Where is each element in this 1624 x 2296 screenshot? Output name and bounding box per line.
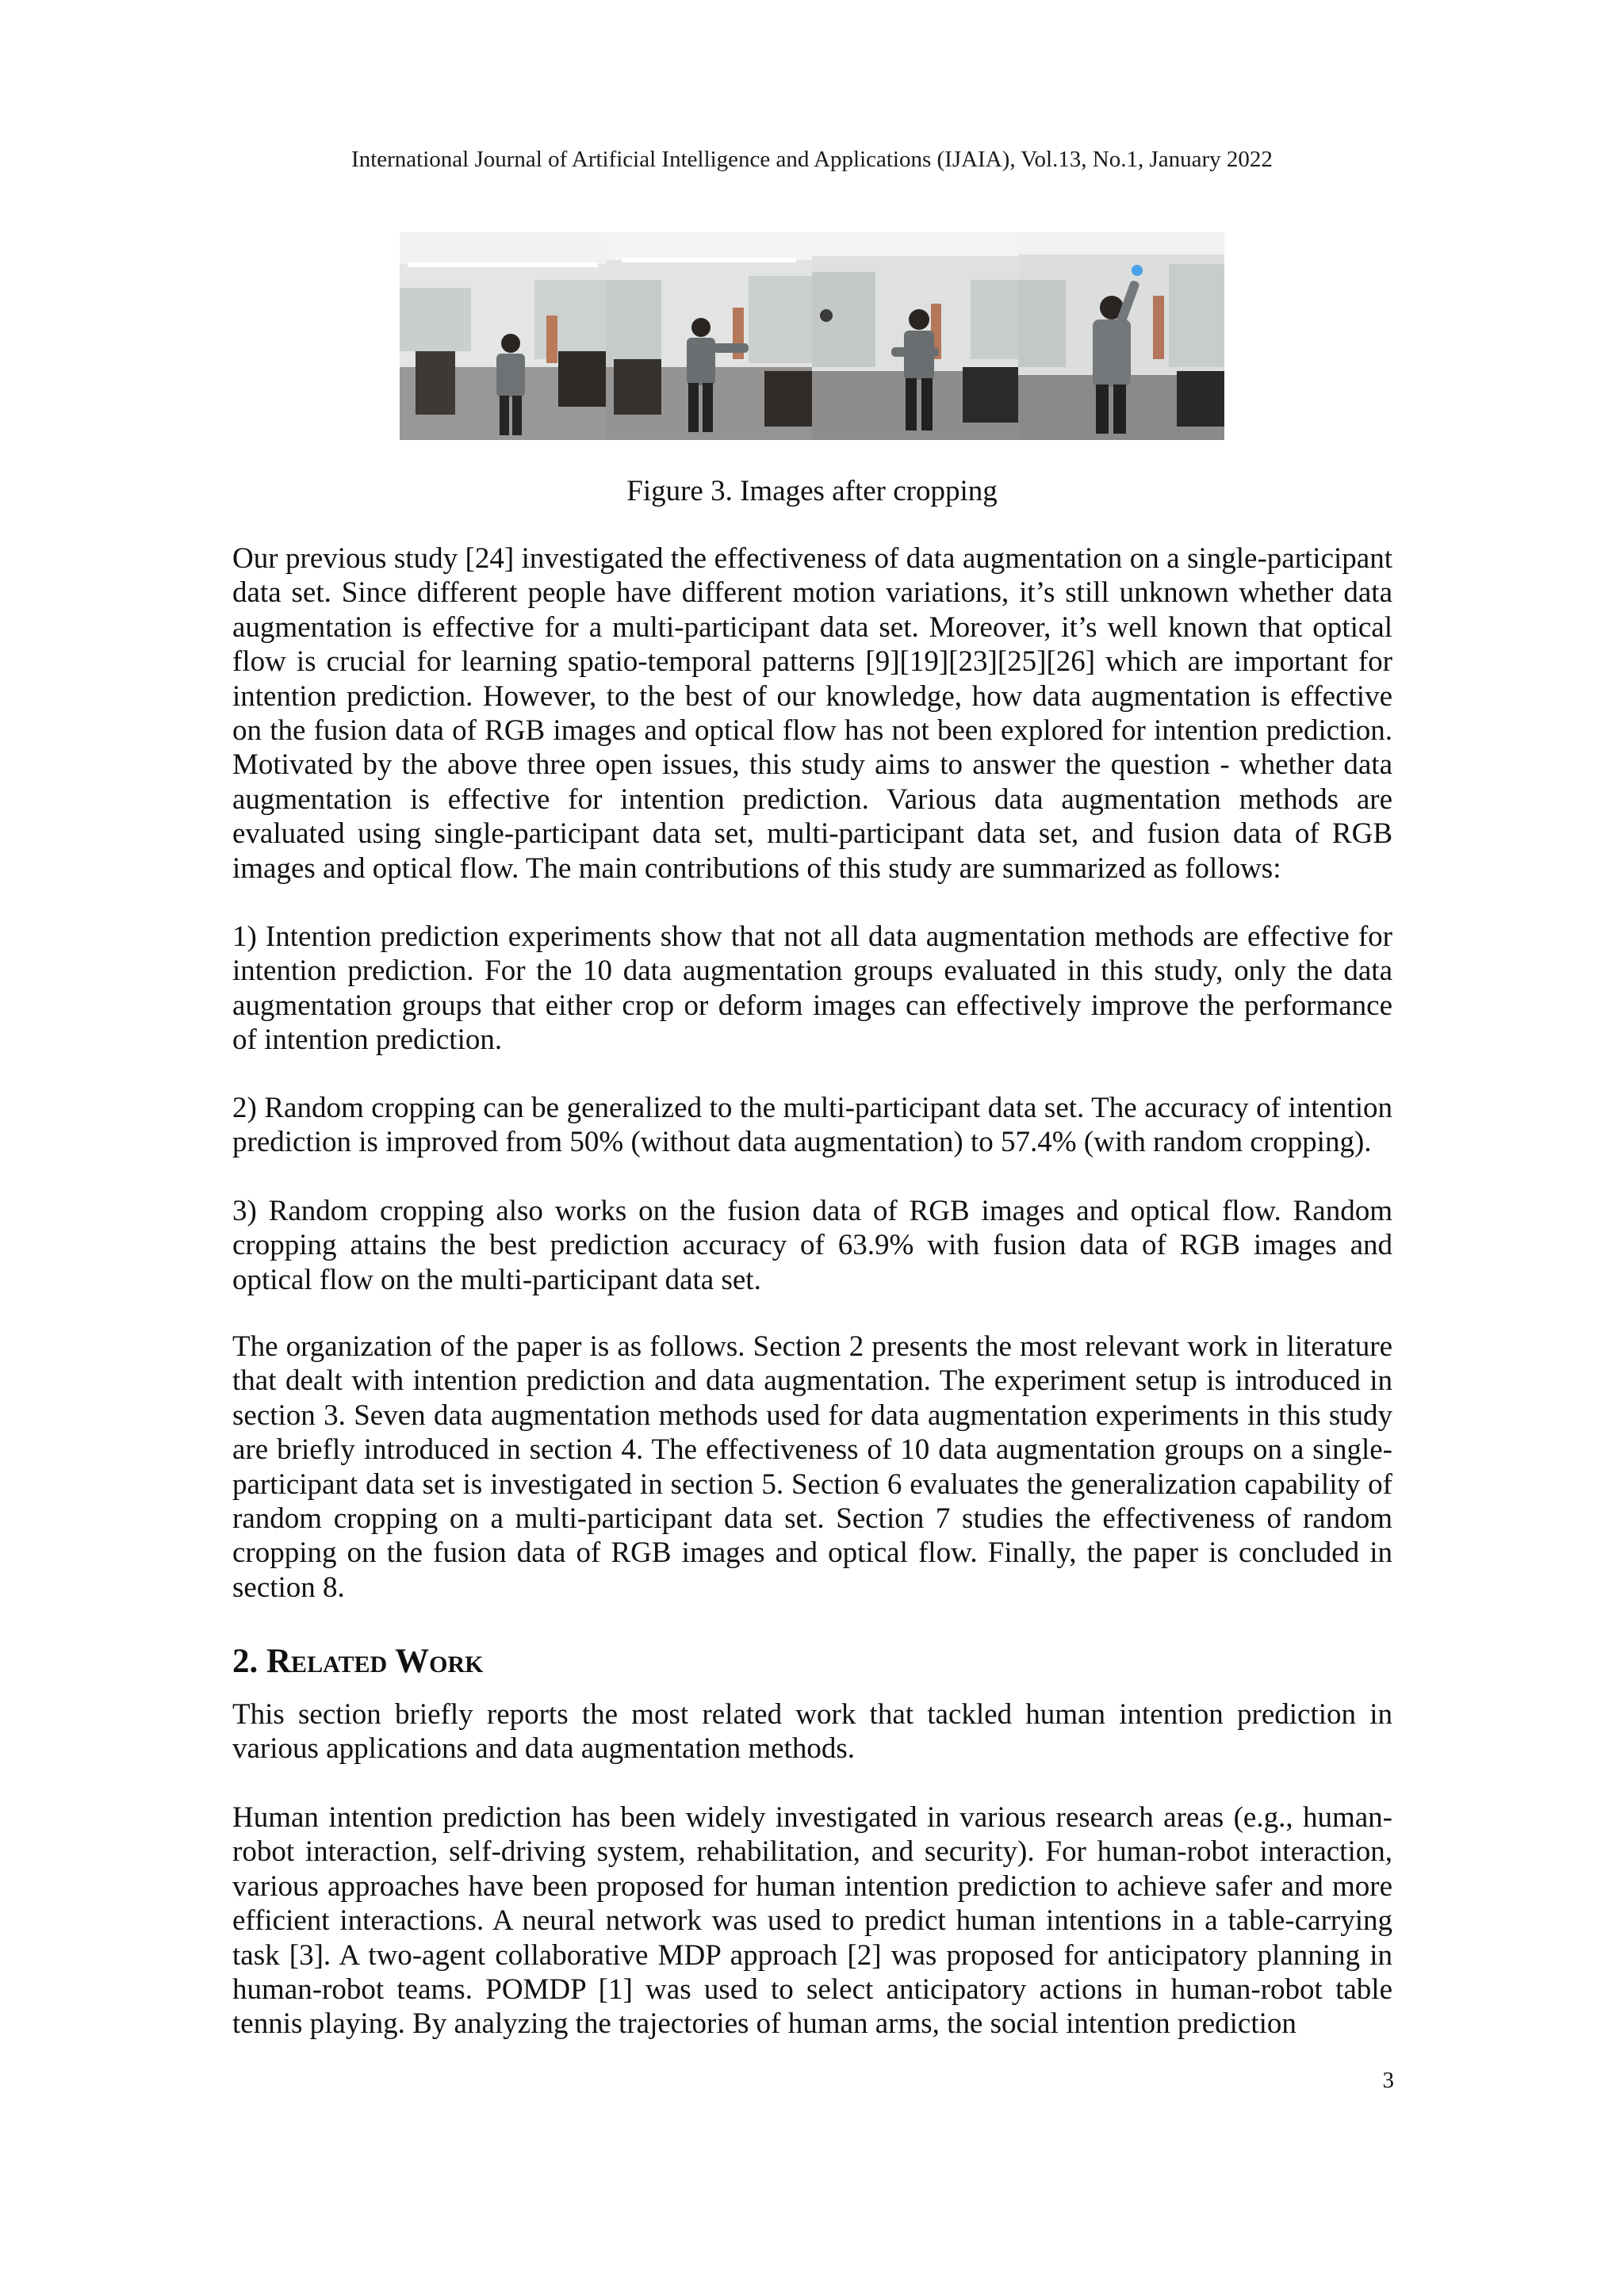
section-number: 2. <box>232 1643 259 1680</box>
organization-paragraph: The organization of the paper is as follows. Section 2 presents the most relevant work in literature that dealt with intention prediction and data augmentation. The experiment setup is introduced in section 3. Seven data augmentation methods used for data augmentation experiments in this study are briefly introduced in section 4. The effectiveness of 10 data augmentation groups on a single-participant data set is investigated in section 5. Section 6 evaluates the generalization capability of random cropping on a multi-participant data set. Section 7 studies the effectiveness of random cropping on the fusion data of RGB images and optical flow. Finally, the paper is concluded in section 8. <box>232 1330 1392 1604</box>
person-throwing-image <box>1018 232 1224 440</box>
related-work-intro: This section briefly reports the most related work that tackled human intention prediction in various applications and data augmentation methods. <box>232 1698 1392 1766</box>
section-heading <box>232 1641 484 1682</box>
person-arm-crossed-image <box>812 232 1018 440</box>
section-title: Related Work <box>266 1643 484 1680</box>
figure-frame-2 <box>606 232 812 440</box>
figure-frame-3 <box>812 232 1018 440</box>
figure-frame-1 <box>400 232 606 440</box>
figure-frame-4 <box>1018 232 1224 440</box>
page-number: 3 <box>1382 2068 1394 2093</box>
body-paragraph-1: Our previous study [24] investigated the effectiveness of data augmentation on a single-participant data set. Since different people have different motion variations, it’s still unknown whether data augmentation is effective for a multi-participant data set. Moreover, it’s well known that optical flow is crucial for learning spatio-temporal patterns [9][19][23][25][26] which are important for intention prediction. However, to the best of our knowledge, how data augmentation is effective on the fusion data of RGB images and optical flow has not been explored for intention prediction. Motivated by the above three open issues, this study aims to answer the question - whether data augmentation is effective for intention prediction. Various data augmentation methods are evaluated using single-participant data set, multi-participant data set, and fusion data of RGB images and optical flow. The main contributions of this study are summarized as follows: <box>232 542 1392 885</box>
running-header: International Journal of Artificial Intelligence and Applications (IJAIA), Vol.13, No.1, January 2022 <box>351 147 1273 172</box>
figure-caption: Figure 3. Images after cropping <box>626 475 998 507</box>
contribution-3: 3) Random cropping also works on the fusion data of RGB images and optical flow. Random cropping attains the best prediction accuracy of 63.9% with fusion data of RGB images and optical flow on the multi-participant data set. <box>232 1195 1392 1296</box>
person-arm-forward-image <box>606 232 812 440</box>
figure-3 <box>400 232 1224 440</box>
contribution-2: 2) Random cropping can be generalized to the multi-participant data set. The accuracy of intention prediction is improved from 50% (without data augmentation) to 57.4% (with random cropping). <box>232 1092 1392 1159</box>
related-work-paragraph: Human intention prediction has been widely investigated in various research areas (e.g., human-robot interaction, self-driving system, rehabilitation, and security). For human-robot interaction, various approaches have been proposed for human intention prediction to achieve safer and more efficient interactions. A neural network was used to predict human intentions in a table-carrying task [3]. A two-agent collaborative MDP approach [2] was proposed for anticipatory planning in human-robot teams. POMDP [1] was used to select anticipatory actions in human-robot table tennis playing. By analyzing the trajectories of human arms, the social intention prediction <box>232 1801 1392 2041</box>
person-standing-image <box>400 232 606 440</box>
contribution-1: 1) Intention prediction experiments show that not all data augmentation methods are effective for intention prediction. For the 10 data augmentation groups evaluated in this study, only the data augmentation groups that either crop or deform images can effectively improve the performance of intention prediction. <box>232 920 1392 1057</box>
